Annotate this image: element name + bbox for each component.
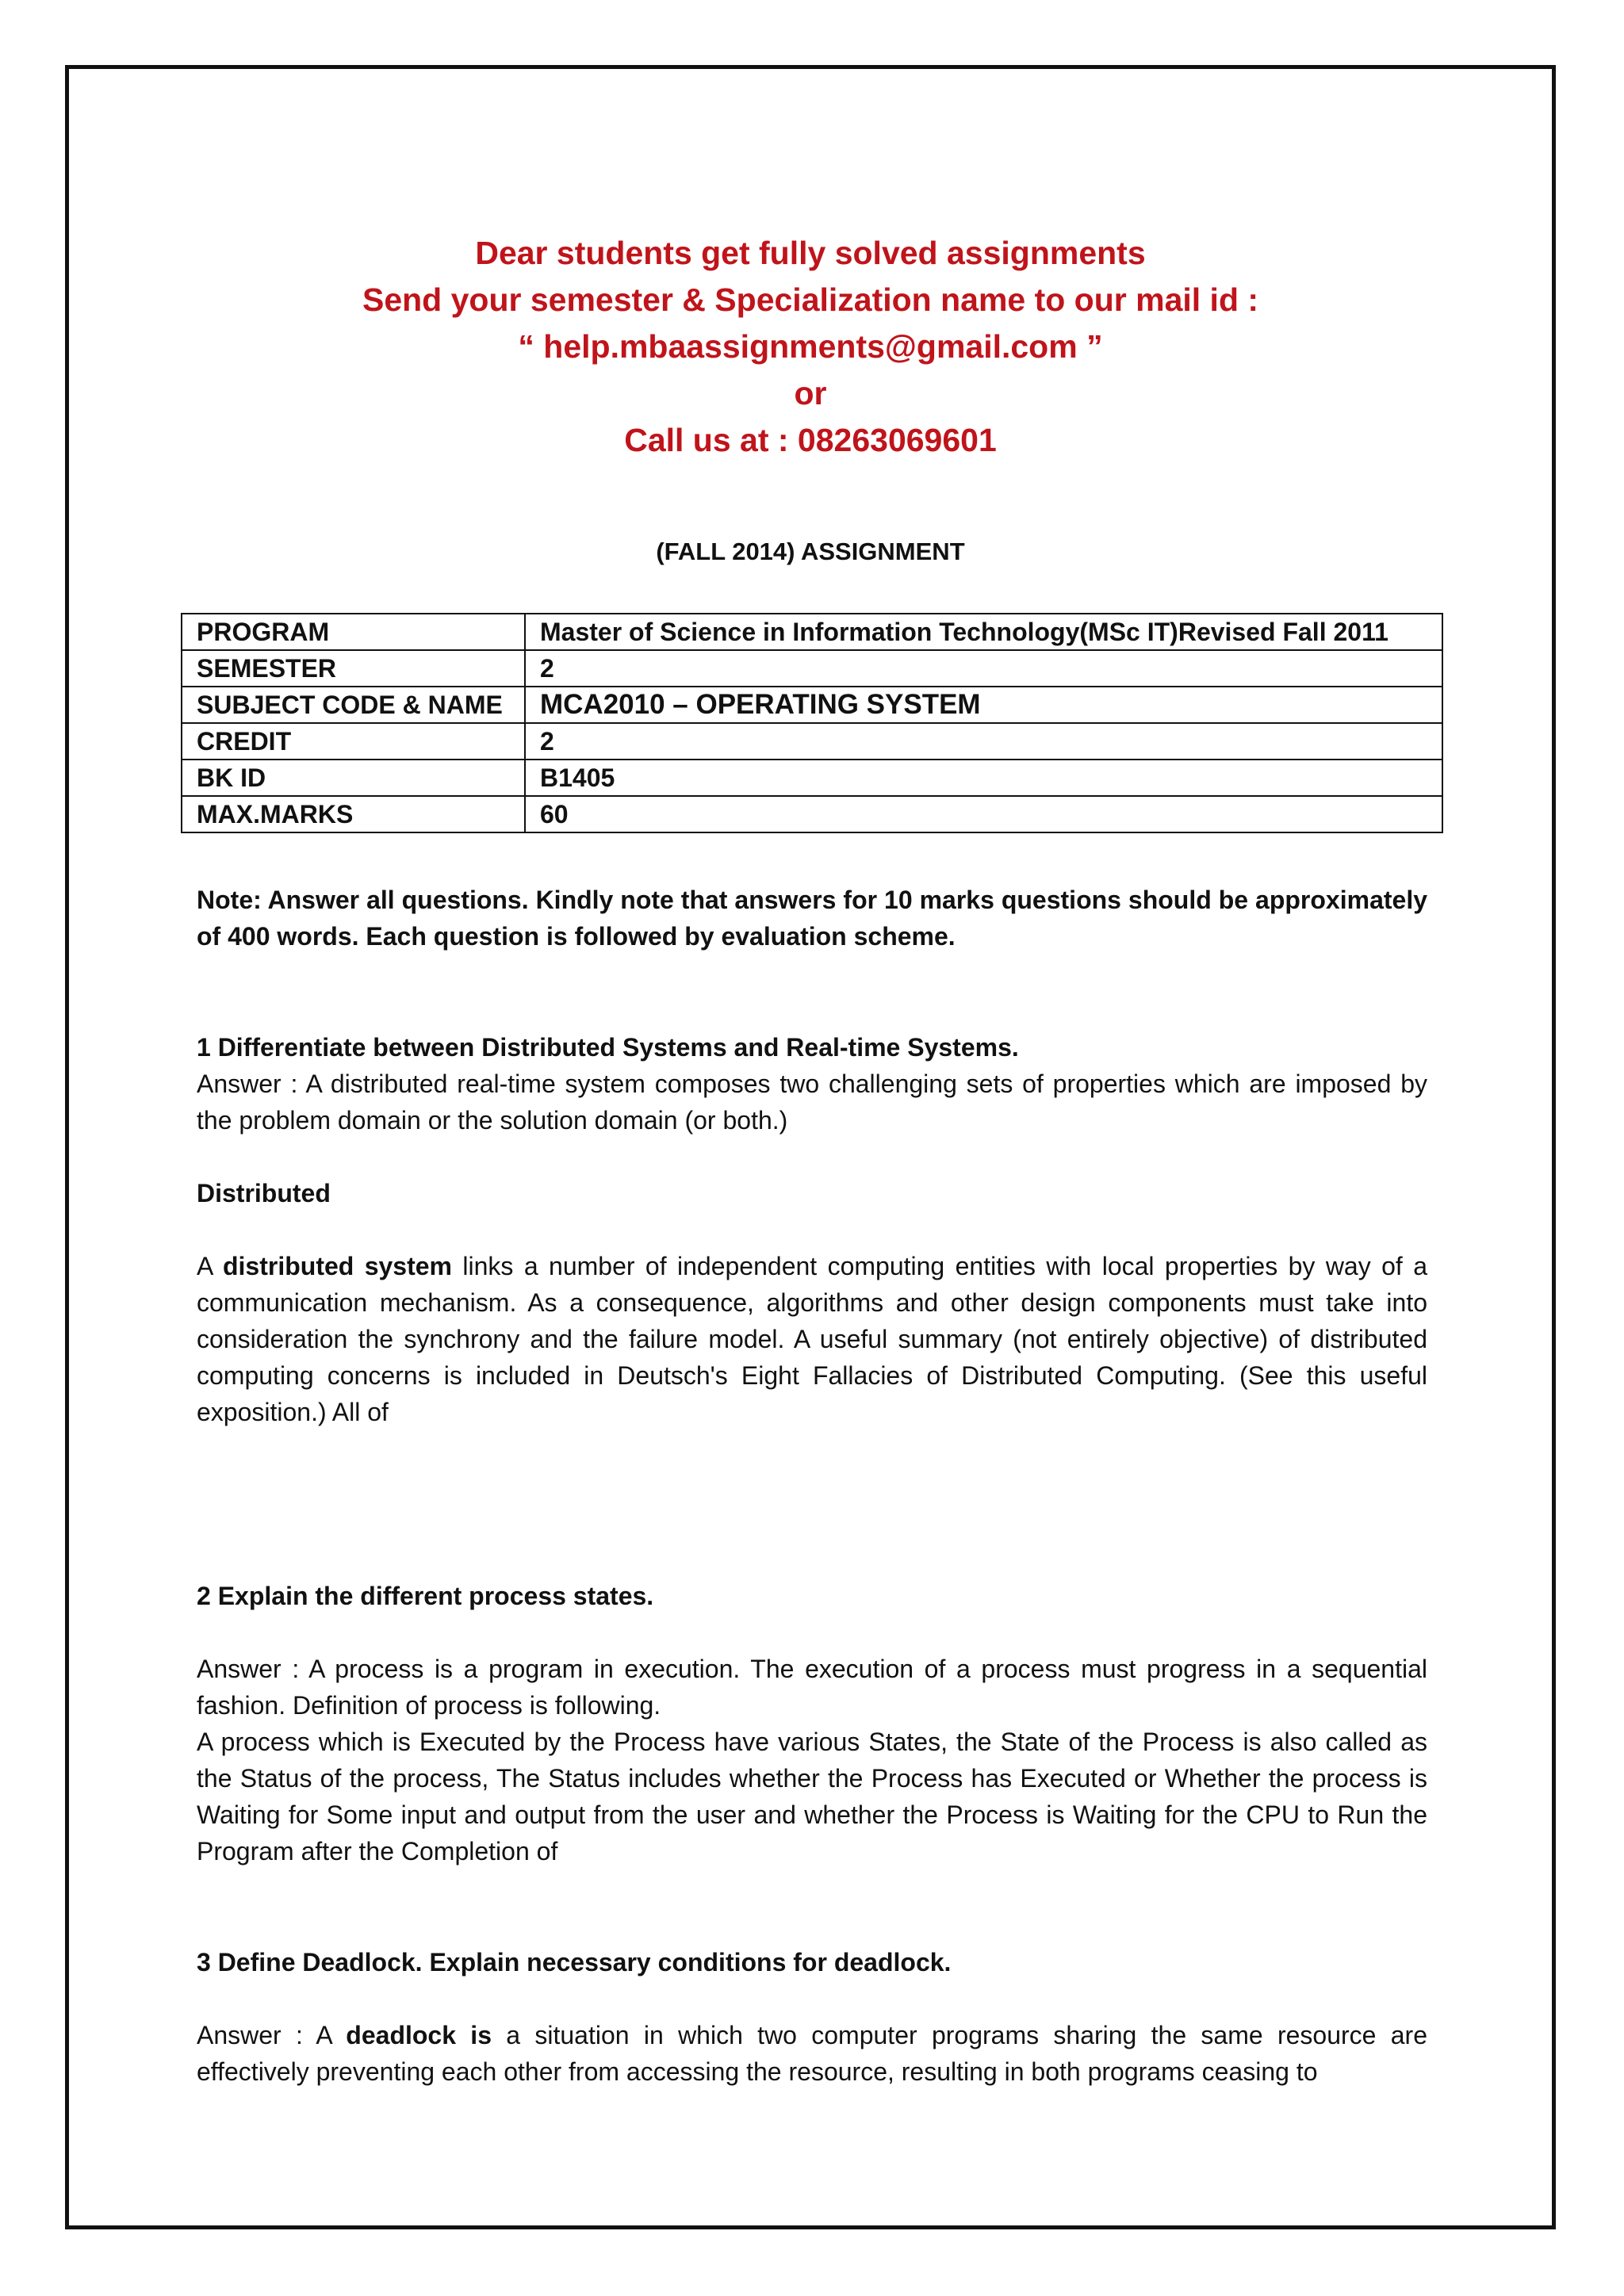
credit-label: CREDIT — [182, 723, 525, 760]
question-2-answer: Answer : A process is a program in execution. The execution of a process must progress in a sequential fashion. Definition of process is following. — [197, 1655, 1427, 1720]
question-1-section — [197, 1029, 1427, 1430]
max-marks-value: 60 — [525, 796, 1442, 832]
question-3-heading: 3 Define Deadlock. Explain necessary conditions for deadlock. — [197, 1948, 952, 1976]
distributed-para-prefix: A — [197, 1252, 223, 1280]
distributed-paragraph — [197, 1248, 1427, 1430]
max-marks-label: MAX.MARKS — [182, 796, 525, 832]
deadlock-answer-rest: a situation in which two computer programs sharing the same resource are effectively preventing each other from accessing the resource, resulting in both programs ceasing to — [197, 2021, 1428, 2086]
subject-label: SUBJECT CODE & NAME — [182, 687, 525, 723]
assignment-info-table — [181, 613, 1443, 833]
distributed-para-rest: links a number of independent computing entities with local properties by way of a communication mechanism. As a consequence, algorithms and other design components must take into consideration the synchrony and the failure model. A useful summary (not entirely objective) of distributed computing concerns is included in Deutsch's Eight Fallacies of Distributed Computing. (See this useful exposition.) All of — [197, 1252, 1428, 1426]
credit-value: 2 — [525, 723, 1442, 760]
question-1-answer: Answer : A distributed real-time system composes two challenging sets of properties which are imposed by the problem domain or the solution domain (or both.) — [197, 1070, 1427, 1135]
semester-label: SEMESTER — [182, 650, 525, 687]
subject-value: MCA2010 – OPERATING SYSTEM — [525, 687, 1442, 723]
question-1-heading: 1 Differentiate between Distributed Systems and Real-time Systems. — [197, 1033, 1019, 1062]
table-row — [182, 614, 1442, 650]
table-row — [182, 796, 1442, 832]
promo-email: “ help.mbaassignments@gmail.com ” — [518, 328, 1103, 365]
process-states-paragraph: A process which is Executed by the Process have various States, the State of the Process is also called as the Status of the process, The Status includes whether the Process has Executed or Whether the process is Waiting for Some input and output from the user and whether the Process is Waiting for the CPU to Run the Program after the Completion of — [197, 1728, 1427, 1866]
question-3-answer — [197, 2017, 1427, 2090]
question-2-section — [197, 1578, 1427, 1869]
deadlock-term: deadlock is — [346, 2021, 492, 2049]
promo-line-2: Send your semester & Specialization name to our mail id : — [362, 281, 1259, 318]
distributed-subheading: Distributed — [197, 1179, 331, 1207]
table-row — [182, 687, 1442, 723]
promo-banner — [65, 230, 1556, 464]
question-3-section — [197, 1944, 1427, 2090]
distributed-system-term: distributed system — [222, 1252, 453, 1280]
table-row — [182, 760, 1442, 796]
bk-id-label: BK ID — [182, 760, 525, 796]
table-row — [182, 650, 1442, 687]
program-value: Master of Science in Information Technology(MSc IT)Revised Fall 2011 — [525, 614, 1442, 650]
promo-line-1: Dear students get fully solved assignments — [475, 235, 1146, 271]
assignment-title: (FALL 2014) ASSIGNMENT — [656, 538, 965, 565]
promo-or: or — [794, 375, 827, 411]
table-row — [182, 723, 1442, 760]
promo-phone: Call us at : 08263069601 — [624, 422, 997, 458]
deadlock-answer-prefix: Answer : A — [197, 2021, 347, 2049]
program-label: PROGRAM — [182, 614, 525, 650]
bk-id-value: B1405 — [525, 760, 1442, 796]
instructions-note: Note: Answer all questions. Kindly note that answers for 10 marks questions should be approximately of 400 words. Each question is followed by evaluation scheme. — [197, 886, 1427, 951]
question-2-heading: 2 Explain the different process states. — [197, 1582, 654, 1610]
semester-value: 2 — [525, 650, 1442, 687]
